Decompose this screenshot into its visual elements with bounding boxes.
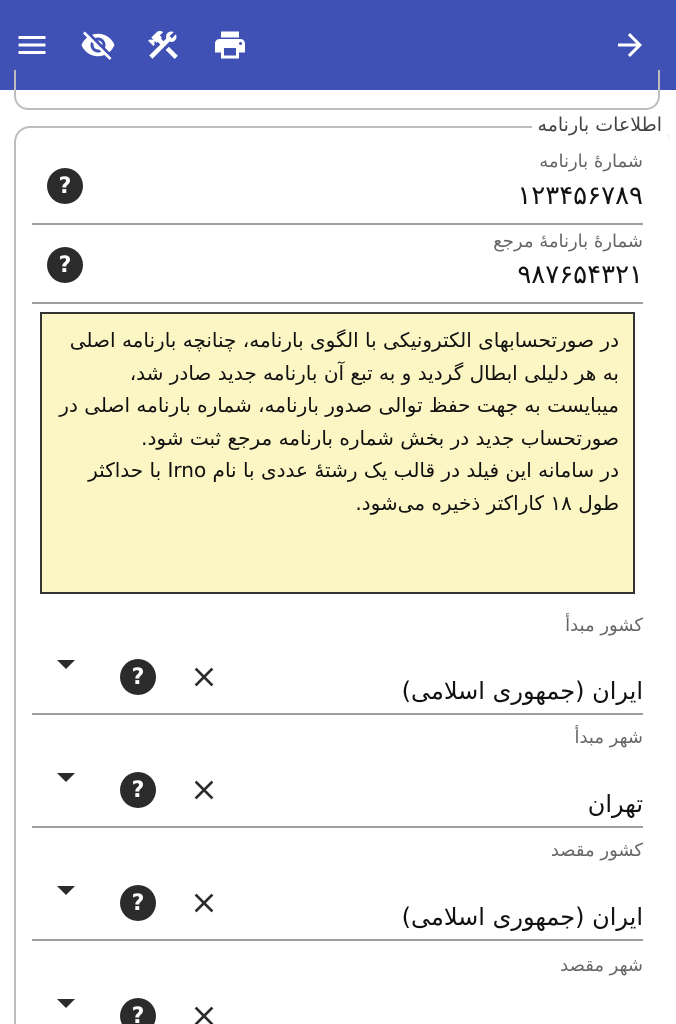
visibility-off-icon[interactable] [78, 25, 118, 65]
arrow-forward-icon[interactable] [610, 25, 650, 65]
origin-city-clear-icon[interactable] [188, 774, 220, 806]
origin-country-help-icon[interactable]: ? [120, 659, 156, 695]
note-paragraph-1: در صورتحسابهای الکترونیکی با الگوی بارنامه، چنانچه بارنامه اصلی به هر دلیلی ابطال گردید و به تبع آن بارنامه جدید صادر شد، میبایست به جهت حفظ توالی صدور بارنامه، شماره بارنامه اصلی در صورتحساب جدید در بخش شماره بارنامه مرجع ثبت شود. [59, 328, 619, 450]
reference-waybill-help-icon[interactable]: ? [47, 247, 83, 283]
origin-country-clear-icon[interactable] [188, 661, 220, 693]
destination-city-help-icon[interactable]: ? [120, 998, 156, 1024]
note-paragraph-2: در سامانه این فیلد در قالب یک رشتهٔ عددی با نام Irno با حداکثر طول ۱۸ کاراکتر ذخیره می‌شود. [88, 458, 619, 515]
info-note [40, 312, 635, 594]
reference-waybill-number-field[interactable] [32, 225, 643, 304]
origin-country-value[interactable]: ایران (جمهوری اسلامی) [401, 677, 643, 705]
destination-country-field[interactable] [32, 828, 643, 941]
origin-country-dropdown-icon[interactable] [57, 660, 75, 669]
waybill-number-label: شمارهٔ بارنامه [539, 151, 643, 172]
destination-city-clear-icon[interactable] [188, 1000, 220, 1024]
reference-waybill-number-label: شمارهٔ بارنامهٔ مرجع [493, 231, 643, 252]
destination-city-label: شهر مقصد [560, 955, 643, 976]
group-title: اطلاعات بارنامه [532, 114, 668, 136]
origin-country-field[interactable] [32, 605, 643, 715]
destination-city-dropdown-icon[interactable] [57, 999, 75, 1008]
waybill-number-value[interactable]: ۱۲۳۴۵۶۷۸۹ [517, 181, 643, 211]
print-icon[interactable] [210, 25, 250, 65]
origin-city-label: شهر مبدأ [574, 727, 643, 748]
origin-city-dropdown-icon[interactable] [57, 773, 75, 782]
destination-country-label: کشور مقصد [550, 840, 643, 861]
tools-icon[interactable] [143, 25, 183, 65]
reference-waybill-number-value[interactable]: ۹۸۷۶۵۴۳۲۱ [517, 260, 643, 290]
origin-city-help-icon[interactable]: ? [120, 772, 156, 808]
previous-section-card [14, 70, 660, 110]
destination-country-value[interactable]: ایران (جمهوری اسلامی) [401, 903, 643, 931]
destination-country-clear-icon[interactable] [188, 887, 220, 919]
waybill-number-field[interactable] [32, 145, 643, 225]
menu-icon[interactable] [12, 25, 52, 65]
destination-country-dropdown-icon[interactable] [57, 886, 75, 895]
origin-city-field[interactable] [32, 715, 643, 828]
waybill-number-help-icon[interactable]: ? [47, 168, 83, 204]
origin-city-value[interactable]: تهران [587, 790, 643, 818]
origin-country-label: کشور مبدأ [565, 615, 643, 636]
destination-country-help-icon[interactable]: ? [120, 885, 156, 921]
